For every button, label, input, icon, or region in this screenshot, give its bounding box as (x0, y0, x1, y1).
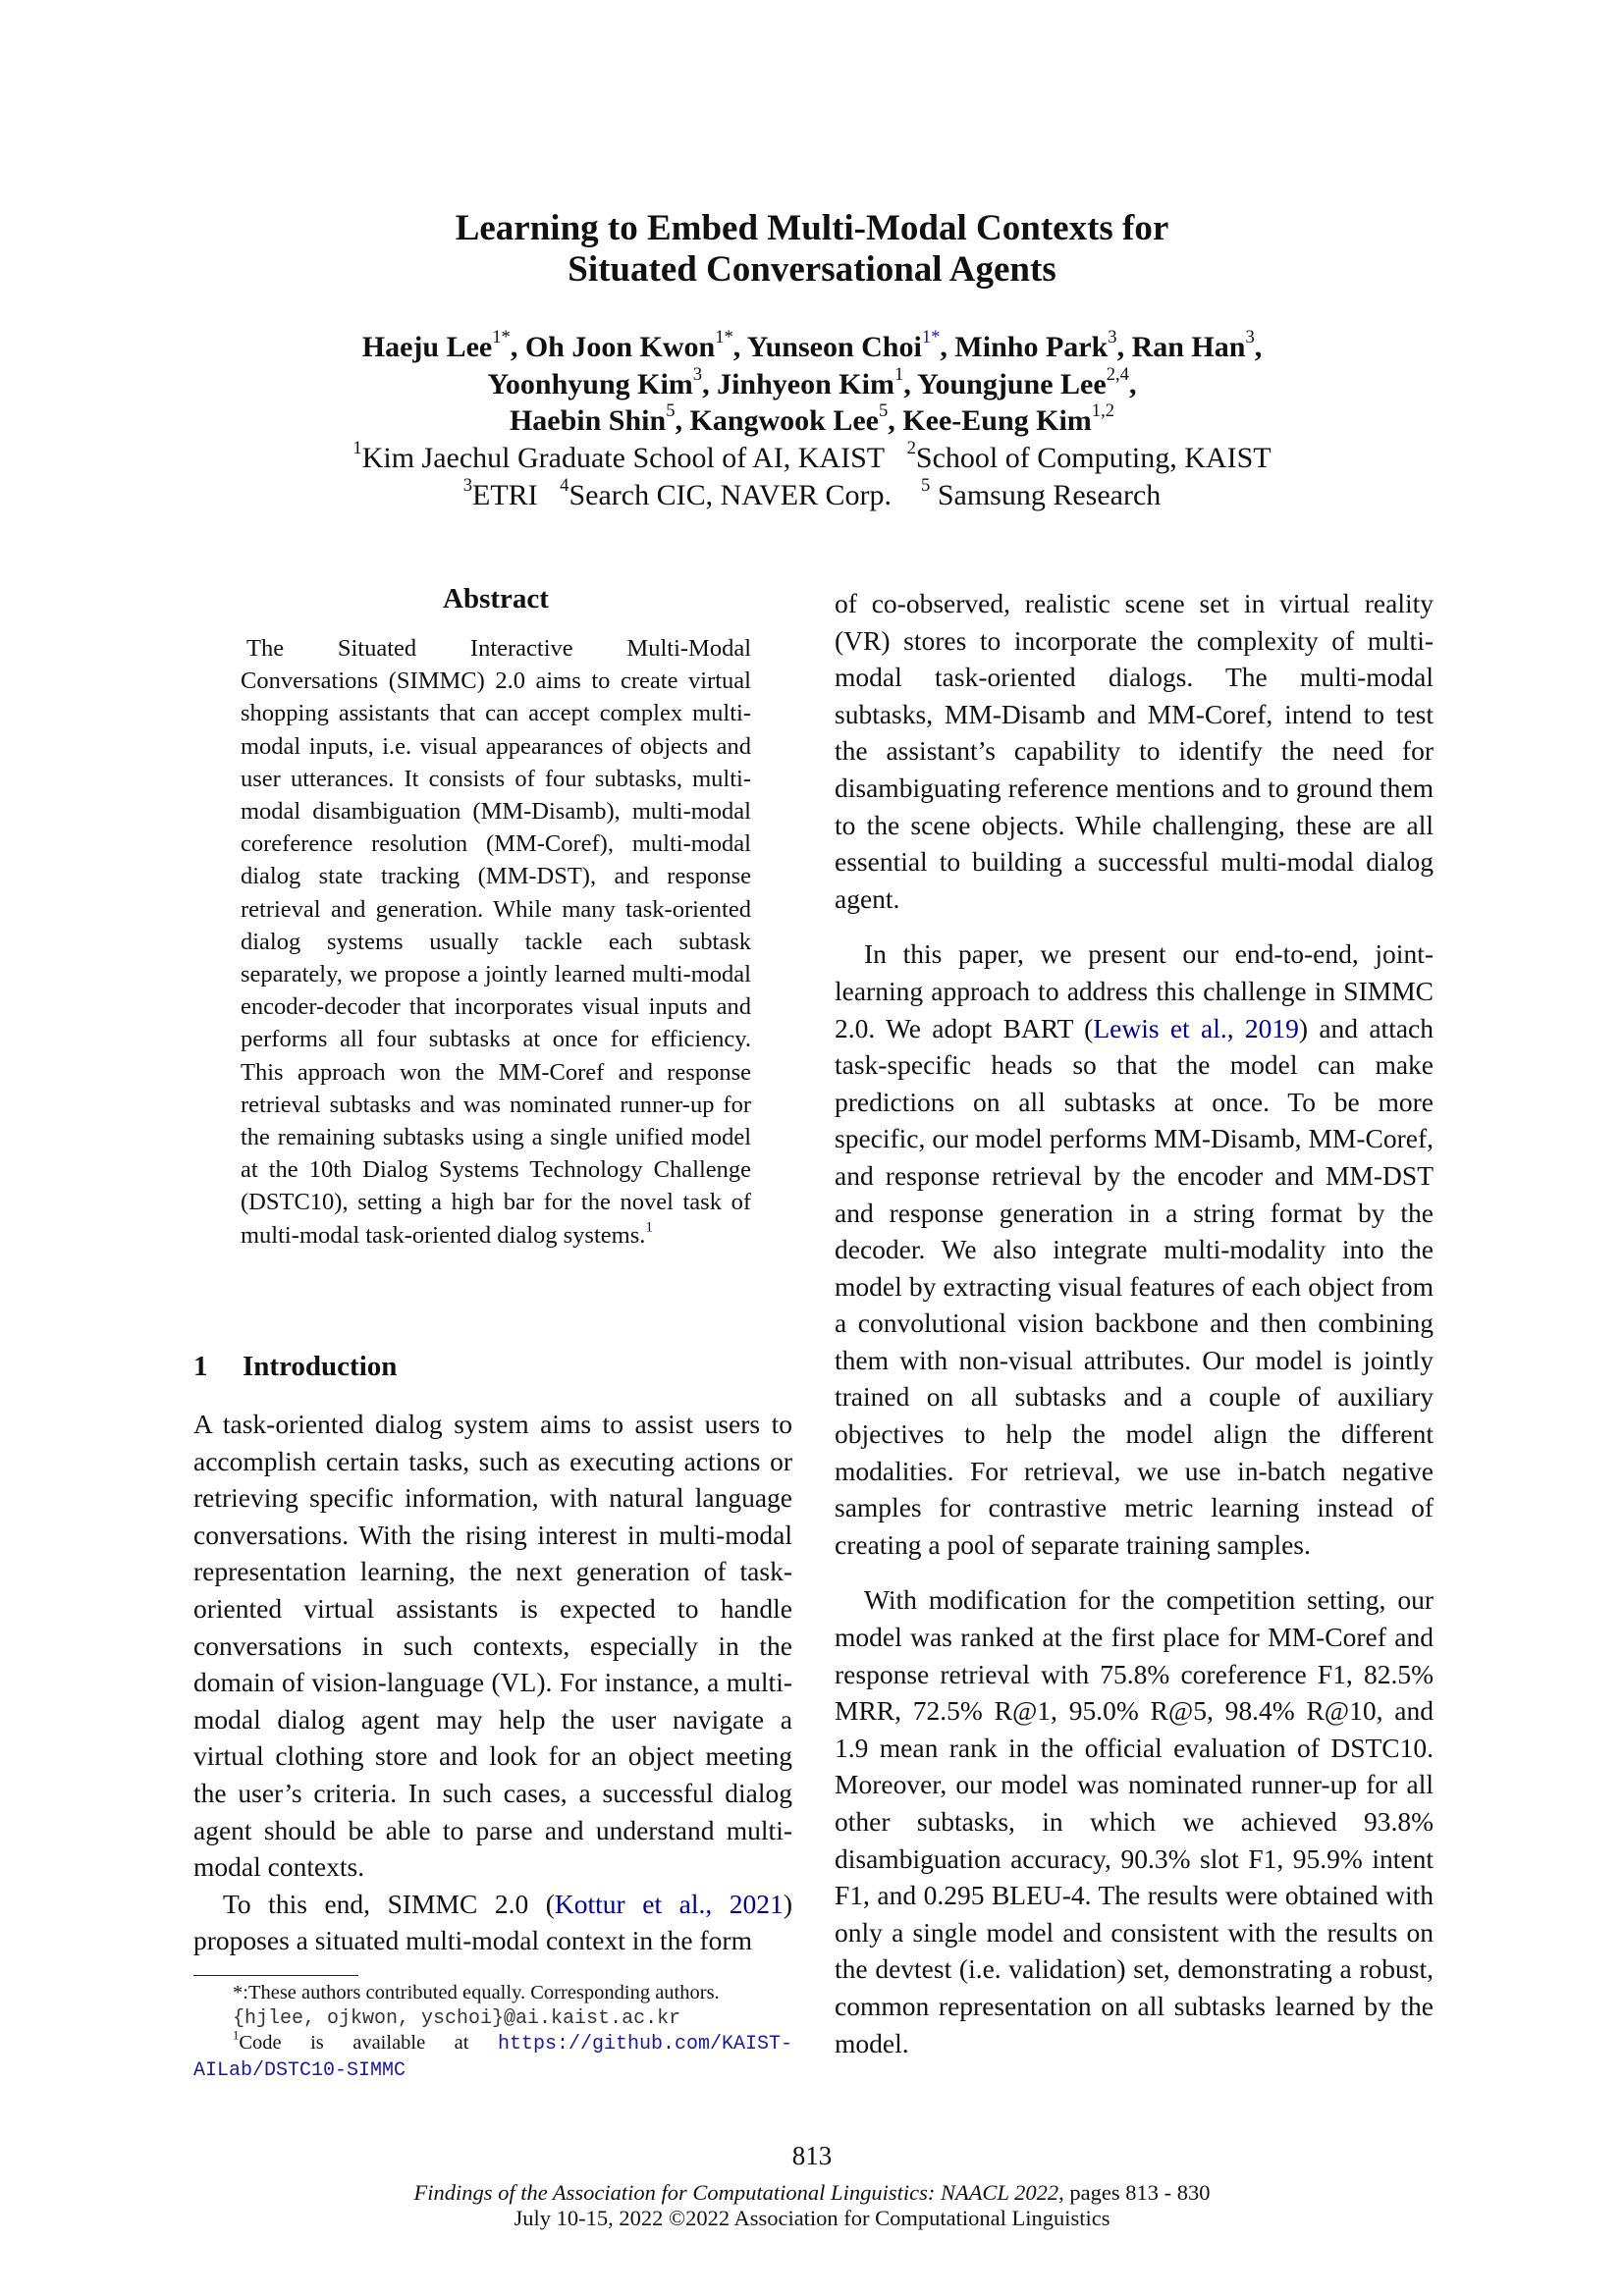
affiliation-line-2 (0, 477, 1624, 514)
author-affil-mark: 3 (1108, 327, 1117, 348)
author-name: Oh Joon Kwon (524, 331, 716, 363)
footnote-divider (193, 1975, 358, 1976)
affiliation: School of Computing, KAIST (915, 442, 1272, 474)
author-line-1: Haeju Lee$^{1*}$, Oh Joon Kwon$^{1*}$, Yunseon Choi$^{1*}$, Minho Park$^3$, Ran Han$^3$, (361, 327, 1263, 363)
affiliation: Kim Jaechul Graduate School of AI, KAIST (361, 442, 886, 474)
paragraph: In this paper, we present our end-to-end, joint-learning approach to address this challenge in SIMMC 2.0. We adopt BART (Lewis et al., 2019) and attach task-specific heads so that the model can make predictions on all subtasks at once. To be more specific, our model performs MM-Disamb, MM-Coref, and response retrieval by the encoder and MM-DST and response generation in a string format by the decoder. We also integrate multi-modality into the model by extracting visual features of each object from a convolutional vision backbone and then combining them with non-visual attributes. Our model is jointly trained on all subtasks and a couple of auxiliary objectives to help the model align the different modalities. For retrieval, we use in-batch negative samples for contrastive metric learning instead of creating a pool of separate training samples. (835, 938, 1434, 1560)
affiliation: ETRI (472, 479, 538, 511)
author-list (0, 329, 1624, 440)
email-addresses[interactable]: {hjlee, ojkwon, yschoi}@ai.kaist.ac.kr (233, 2007, 681, 2031)
right-column (835, 585, 1434, 2061)
paragraph: A task-oriented dialog system aims to assist users to accomplish certain tasks, such as executing actions or retrieving specific information, with natural language conversations. With the rising interest in multi-modal representation learning, the next generation of task-oriented virtual assistants is expected to handle conversations in such contexts, especially in the domain of vision-language (VL). For instance, a multi-modal dialog agent may help the user navigate a virtual clothing store and look for an object meeting the user’s criteria. In such cases, a successful dialog agent should be able to parse and understand multi-modal contexts. (193, 1409, 792, 1883)
footnote-code: $^1$Code is available at https://github.com/KAIST-AILab/DSTC10-SIMMC (193, 2028, 792, 2082)
author-affil-mark: 1* (921, 327, 941, 348)
section-number: 1 (193, 1351, 208, 1382)
abstract-body (241, 632, 751, 1252)
affil-mark: 2 (906, 438, 916, 459)
author-affil-mark: 1 (893, 363, 904, 385)
author-name: Yunseon Choi (746, 331, 922, 363)
author-affil-mark: 2,4 (1106, 363, 1129, 385)
author-name: Kangwook Lee (689, 404, 879, 437)
paragraph: To this end, SIMMC 2.0 (Kottur et al., 2021) proposes a situated multi-modal context in the form (193, 1888, 792, 1956)
copyright-line: July 10-15, 2022 ©2022 Association for Computational Linguistics (514, 2206, 1110, 2230)
affiliation: Samsung Research (930, 479, 1162, 511)
title-line-1: Learning to Embed Multi-Modal Contexts for (455, 208, 1169, 248)
author-name: Kee-Eung Kim (902, 404, 1092, 437)
left-column (193, 1406, 792, 1959)
author-affil-mark: 3 (1245, 327, 1255, 348)
citation-kottur-2021[interactable]: Kottur et al., 2021 (554, 1888, 784, 1919)
author-affil-mark: 5 (879, 400, 889, 422)
affiliations (0, 440, 1624, 514)
footnote-equal-contribution: *:These authors contributed equally. Corresponding authors. (233, 1982, 720, 2003)
footnote-link-1[interactable]: 1 (645, 1218, 653, 1236)
author-affil-mark: 5 (666, 400, 676, 422)
author-name: Youngjune Lee (917, 367, 1107, 400)
author-affil-mark: 1* (715, 327, 733, 348)
venue-name: Findings of the Association for Computational Linguistics: NAACL 2022 (413, 2180, 1059, 2205)
author-name: Haebin Shin (509, 404, 667, 437)
affil-mark: 3 (462, 475, 472, 497)
section-title: Introduction (243, 1351, 398, 1382)
paper-title (0, 208, 1624, 291)
section-heading-introduction (193, 1349, 397, 1384)
affil-mark: 4 (560, 475, 569, 497)
author-name: Ran Han (1131, 331, 1246, 363)
venue-pages: , pages 813 - 830 (1058, 2180, 1211, 2205)
author-affil-mark: 1* (492, 327, 511, 348)
abstract-heading: Abstract (443, 583, 549, 614)
abstract-text: The Situated Interactive Multi-Modal Conversations (SIMMC) 2.0 aims to create virtual shopping assistants that can accept complex multi-modal inputs, i.e. visual appearances of objects and user utterances. It consists of four subtasks, multi-modal disambiguation (MM-Disamb), multi-modal coreference resolution (MM-Coref), multi-modal dialog state tracking (MM-DST), and response retrieval and generation. While many task-oriented dialog systems usually tackle each subtask separately, we propose a jointly learned multi-modal encoder-decoder that incorporates visual inputs and performs all four subtasks at once for efficiency. This approach won the MM-Coref and response retrieval subtasks and was nominated runner-up for the remaining subtasks using a single unified model at the 10th Dialog Systems Technology Challenge (DSTC10), setting a high bar for the novel task of multi-modal task-oriented dialog systems. (241, 635, 751, 1249)
author-line-3: Haebin Shin$^5$, Kangwook Lee$^5$, Kee-Eung Kim$^{1,2}$ (509, 400, 1115, 437)
citation-lewis-2019[interactable]: Lewis et al., 2019 (1093, 1012, 1299, 1043)
github-link[interactable]: https://github.com/KAIST-AILab/DSTC10-SIMMC (193, 2033, 792, 2082)
page-number: 813 (791, 2141, 833, 2170)
author-line-2: Yoonhyung Kim$^3$, Jinhyeon Kim$^1$, Youngjune Lee$^{2,4}$, (487, 363, 1137, 400)
author-name: Yoonhyung Kim (487, 367, 693, 400)
footnote-emails (193, 2005, 792, 2031)
title-line-2: Situated Conversational Agents (568, 249, 1056, 290)
author-name: Minho Park (954, 331, 1109, 363)
author-name: Jinhyeon Kim (717, 367, 894, 400)
author-name: Haeju Lee (361, 331, 493, 363)
affil-mark: 5 (921, 475, 931, 497)
author-affil-mark: 3 (692, 363, 703, 385)
footnotes (193, 1981, 792, 2083)
paragraph: With modification for the competition setting, our model was ranked at the first place for MM-Coref and response retrieval with 75.8% coreference F1, 82.5% MRR, 72.5% R@1, 95.0% R@5, 98.4% R@10, and 1.9 mean rank in the official evaluation of DSTC10. Moreover, our model was nominated runner-up for all other subtasks, in which we achieved 93.8% disambiguation accuracy, 90.3% slot F1, 95.9% intent F1, and 0.295 BLEU-4. The results were obtained with only a single model and consistent with the results on the devtest (i.e. validation) set, demonstrating a robust, common representation on all subtasks learned by the model. (835, 1584, 1434, 2058)
author-affil-mark: 1,2 (1091, 400, 1115, 422)
affil-mark: 1 (352, 438, 362, 459)
footnote-mark: 1 (233, 2028, 240, 2043)
paragraph: of co-observed, realistic scene set in virtual reality (VR) stores to incorporate the complexity of multi-modal task-oriented dialogs. The multi-modal subtasks, MM-Disamb and MM-Coref, intend to test the assistant’s capability to identify the need for disambiguating reference mentions and to ground them to the scene objects. While challenging, these are all essential to building a successful multi-modal dialog agent. (835, 588, 1434, 914)
affiliation: Search CIC, NAVER Corp. (568, 479, 893, 511)
venue-line (0, 2180, 1624, 2206)
affiliation-line-1 (0, 440, 1624, 477)
